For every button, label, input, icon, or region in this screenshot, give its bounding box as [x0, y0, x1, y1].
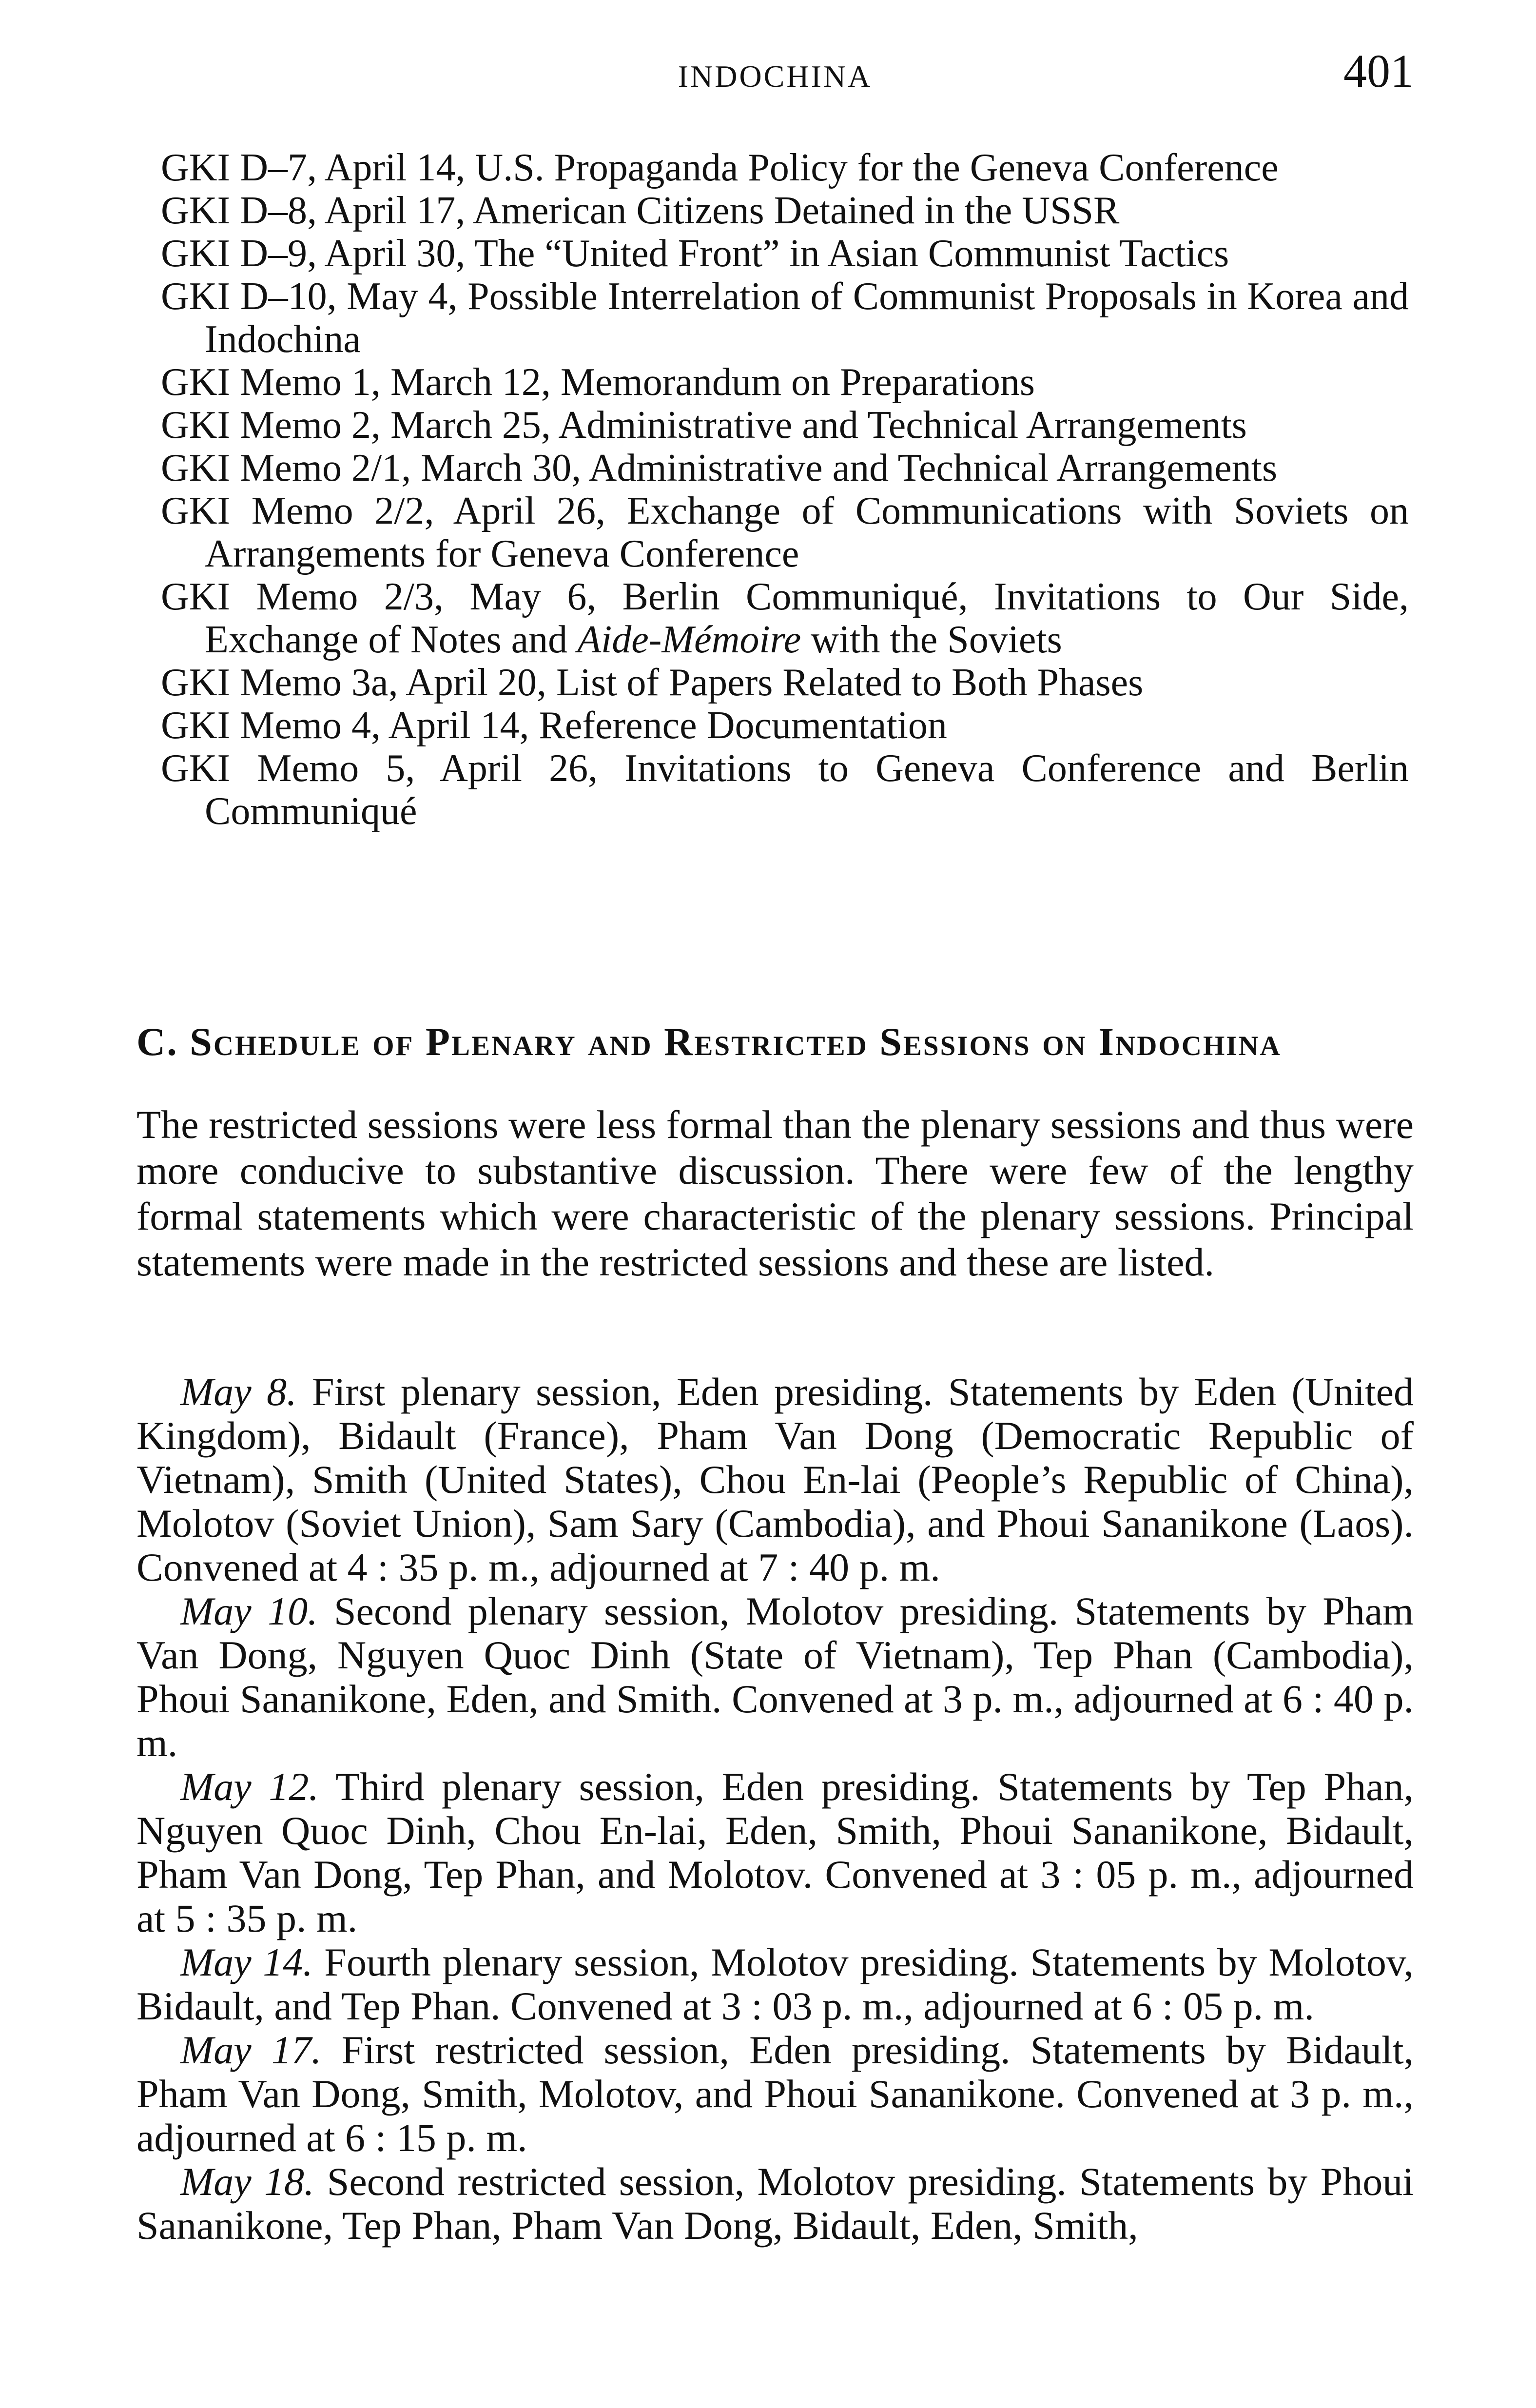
section-title: C. Schedule of Plenary and Restricted Sessions on Indochina	[136, 1019, 1282, 1064]
list-entry: GKI Memo 2, March 25, Administrative and Technical Arrangements	[161, 404, 1247, 447]
session-text: First plenary session, Eden presiding. Statements by Eden (United Kingdom), Bidault (France), Pham Van Dong (Democratic Republic of Vietnam), Smith (United States), Chou En-lai (People’s Republic of China), Molotov (Soviet Union), Sam Sary (Cambodia), and Phoui Sananikone (Laos). Convened at 4 : 35 p. m., adjourned at 7 : 40 p. m.	[136, 1370, 1414, 1589]
session-entry	[136, 1370, 1414, 1589]
page-number: 401	[1343, 45, 1414, 97]
entry-italic-text: Aide-Mémoire	[577, 618, 801, 661]
session-date: May 8.	[180, 1370, 297, 1414]
list-entry: GKI D–9, April 30, The “United Front” in Asian Communist Tactics	[161, 232, 1229, 275]
entry-text: GKI Memo 2/3, May 6, Berlin Communiqué, Invitations to Our Side, Exchange of Notes and	[161, 575, 1409, 661]
session-date: May 12.	[180, 1764, 319, 1809]
session-date: May 17.	[180, 2028, 322, 2072]
list-entry: GKI D–7, April 14, U.S. Propaganda Policy for the Geneva Conference	[161, 146, 1279, 189]
session-schedule	[136, 1370, 1414, 2248]
entry-text: with the Soviets	[801, 618, 1062, 661]
session-entry	[136, 1940, 1414, 2028]
session-text: Second plenary session, Molotov presiding. Statements by Pham Van Dong, Nguyen Quoc Dinh (State of Vietnam), Tep Phan (Cambodia), Phoui Sananikone, Eden, and Smith. Convened at 3 p. m., adjourned at 6 : 40 p. m.	[136, 1589, 1414, 1765]
list-entry: GKI Memo 2/1, March 30, Administrative and Technical Arrangements	[161, 447, 1278, 489]
list-entry: GKI D–10, May 4, Possible Interrelation of Communist Proposals in Korea and Indochina	[161, 275, 1409, 361]
session-date: May 10.	[180, 1589, 318, 1633]
running-title: INDOCHINA	[678, 59, 873, 94]
list-entry: GKI Memo 3a, April 20, List of Papers Related to Both Phases	[161, 661, 1144, 704]
session-entry	[136, 2028, 1414, 2160]
document-list	[161, 146, 1409, 833]
session-text: Fourth plenary session, Molotov presiding. Statements by Molotov, Bidault, and Tep Phan. Convened at 3 : 03 p. m., adjourned at 6 : 05 p. m.	[136, 1940, 1414, 2028]
session-entry	[136, 1589, 1414, 1765]
page-header	[136, 44, 1414, 107]
session-text: Second restricted session, Molotov presiding. Statements by Phoui Sananikone, Tep Phan, Pham Van Dong, Bidault, Eden, Smith,	[136, 2159, 1414, 2248]
list-entry: GKI Memo 5, April 26, Invitations to Geneva Conference and Berlin Communiqué	[161, 747, 1409, 833]
list-entry: GKI D–8, April 17, American Citizens Detained in the USSR	[161, 189, 1120, 232]
list-entry: GKI Memo 4, April 14, Reference Documentation	[161, 704, 947, 747]
list-entry: GKI Memo 1, March 12, Memorandum on Preparations	[161, 361, 1035, 404]
session-text: Third plenary session, Eden presiding. Statements by Tep Phan, Nguyen Quoc Dinh, Chou En-lai, Eden, Smith, Phoui Sananikone, Bidault, Pham Van Dong, Tep Phan, and Molotov. Convened at 3 : 05 p. m., adjourned at 5 : 35 p. m.	[136, 1764, 1414, 1940]
list-entry	[161, 575, 1409, 661]
session-date: May 18.	[180, 2159, 314, 2204]
session-entry	[136, 2160, 1414, 2248]
session-date: May 14.	[180, 1940, 313, 1984]
session-entry	[136, 1765, 1414, 1940]
session-text: First restricted session, Eden presiding. Statements by Bidault, Pham Van Dong, Smith, Molotov, and Phoui Sananikone. Convened at 3 p. m., adjourned at 6 : 15 p. m.	[136, 2028, 1414, 2160]
list-entry: GKI Memo 2/2, April 26, Exchange of Communications with Soviets on Arrangements for Geneva Conference	[161, 489, 1409, 575]
section-intro: The restricted sessions were less formal than the plenary sessions and thus were more conducive to substantive discussion. There were few of the lengthy formal statements which were characteristic of the plenary sessions. Principal statements were made in the restricted sessions and these are listed.	[136, 1102, 1414, 1284]
